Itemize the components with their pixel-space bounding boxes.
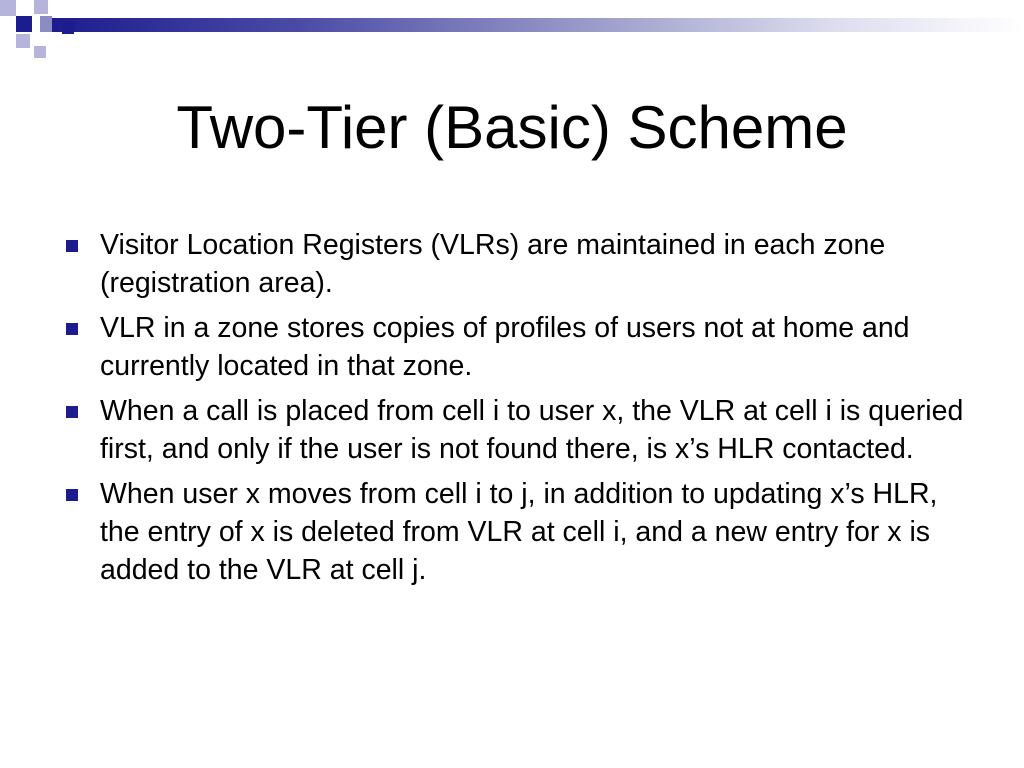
square-bullet-icon (66, 406, 78, 418)
decor-square (40, 16, 52, 32)
decorative-header-band (0, 0, 1024, 50)
decor-square (34, 0, 48, 14)
square-bullet-icon (66, 323, 78, 335)
bullet-text: When user x moves from cell i to j, in addition to updating x’s HLR, the entry of x is deleted from VLR at cell i, and a new entry for x is added to the VLR at cell j. (100, 478, 938, 586)
bullet-item (62, 226, 972, 302)
decor-square (16, 16, 32, 32)
decor-square (34, 46, 46, 58)
bullet-list (62, 226, 972, 596)
bullet-text: VLR in a zone stores copies of profiles of users not at home and currently located in that zone. (100, 312, 910, 382)
bullet-text: When a call is placed from cell i to user x, the VLR at cell i is queried first, and only if the user is not found there, is x’s HLR contacted. (100, 395, 964, 465)
decor-square (62, 22, 74, 34)
bullet-item (62, 392, 972, 468)
square-bullet-icon (66, 240, 78, 252)
slide-title: Two-Tier (Basic) Scheme (176, 94, 848, 161)
bullet-item (62, 309, 972, 385)
gradient-bar (52, 18, 1024, 32)
decor-square (0, 0, 16, 16)
square-bullet-icon (66, 489, 78, 501)
decor-square (16, 34, 30, 48)
bullet-item (62, 475, 972, 589)
bullet-text: Visitor Location Registers (VLRs) are maintained in each zone (registration area). (100, 229, 886, 299)
